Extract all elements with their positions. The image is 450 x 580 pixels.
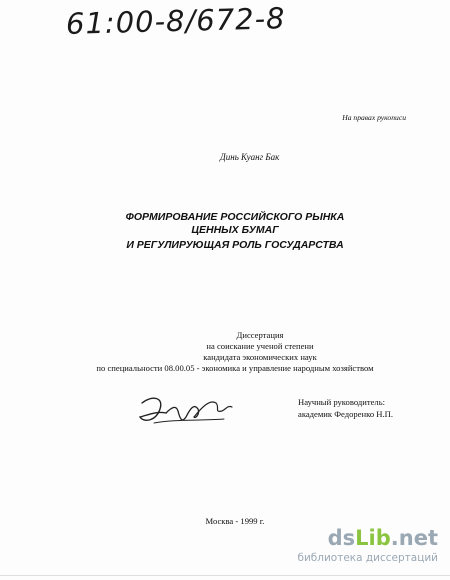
author-name: Динь Куанг Бак (220, 152, 280, 162)
watermark-logo-ds: ds (327, 526, 356, 550)
city-year: Москва - 1999 г. (205, 516, 265, 526)
watermark-logo (328, 526, 438, 550)
watermark[interactable] (297, 526, 440, 572)
signature-icon (136, 389, 236, 431)
watermark-logo-lib: Lib (355, 526, 391, 550)
watermark-logo-net: .net (390, 526, 438, 550)
archive-number: 61:00-8/672-8 (65, 1, 286, 41)
supervisor-label: Научный руководитель: (298, 397, 386, 407)
description-line-4: по специальности 08.00.05 - экономика и управление народным хозяйством (96, 363, 374, 373)
watermark-subtitle: библиотека диссертаций (297, 552, 438, 564)
title-line-3: И РЕГУЛИРУЮЩАЯ РОЛЬ ГОСУДАРСТВА (126, 239, 344, 251)
description-line-2: на соискание ученой степени (206, 341, 314, 351)
title-line-1: ФОРМИРОВАНИЕ РОССИЙСКОГО РЫНКА (125, 211, 345, 223)
manuscript-note: На правах рукописи (342, 113, 406, 122)
supervisor-name: академик Федоренко Н.П. (298, 409, 393, 419)
description-line-3: кандидата экономических наук (203, 352, 317, 362)
page-bottom-edge (0, 575, 450, 576)
title-line-2: ЦЕННЫХ БУМАГ (191, 224, 279, 236)
description-line-1: Диссертация (236, 330, 284, 340)
